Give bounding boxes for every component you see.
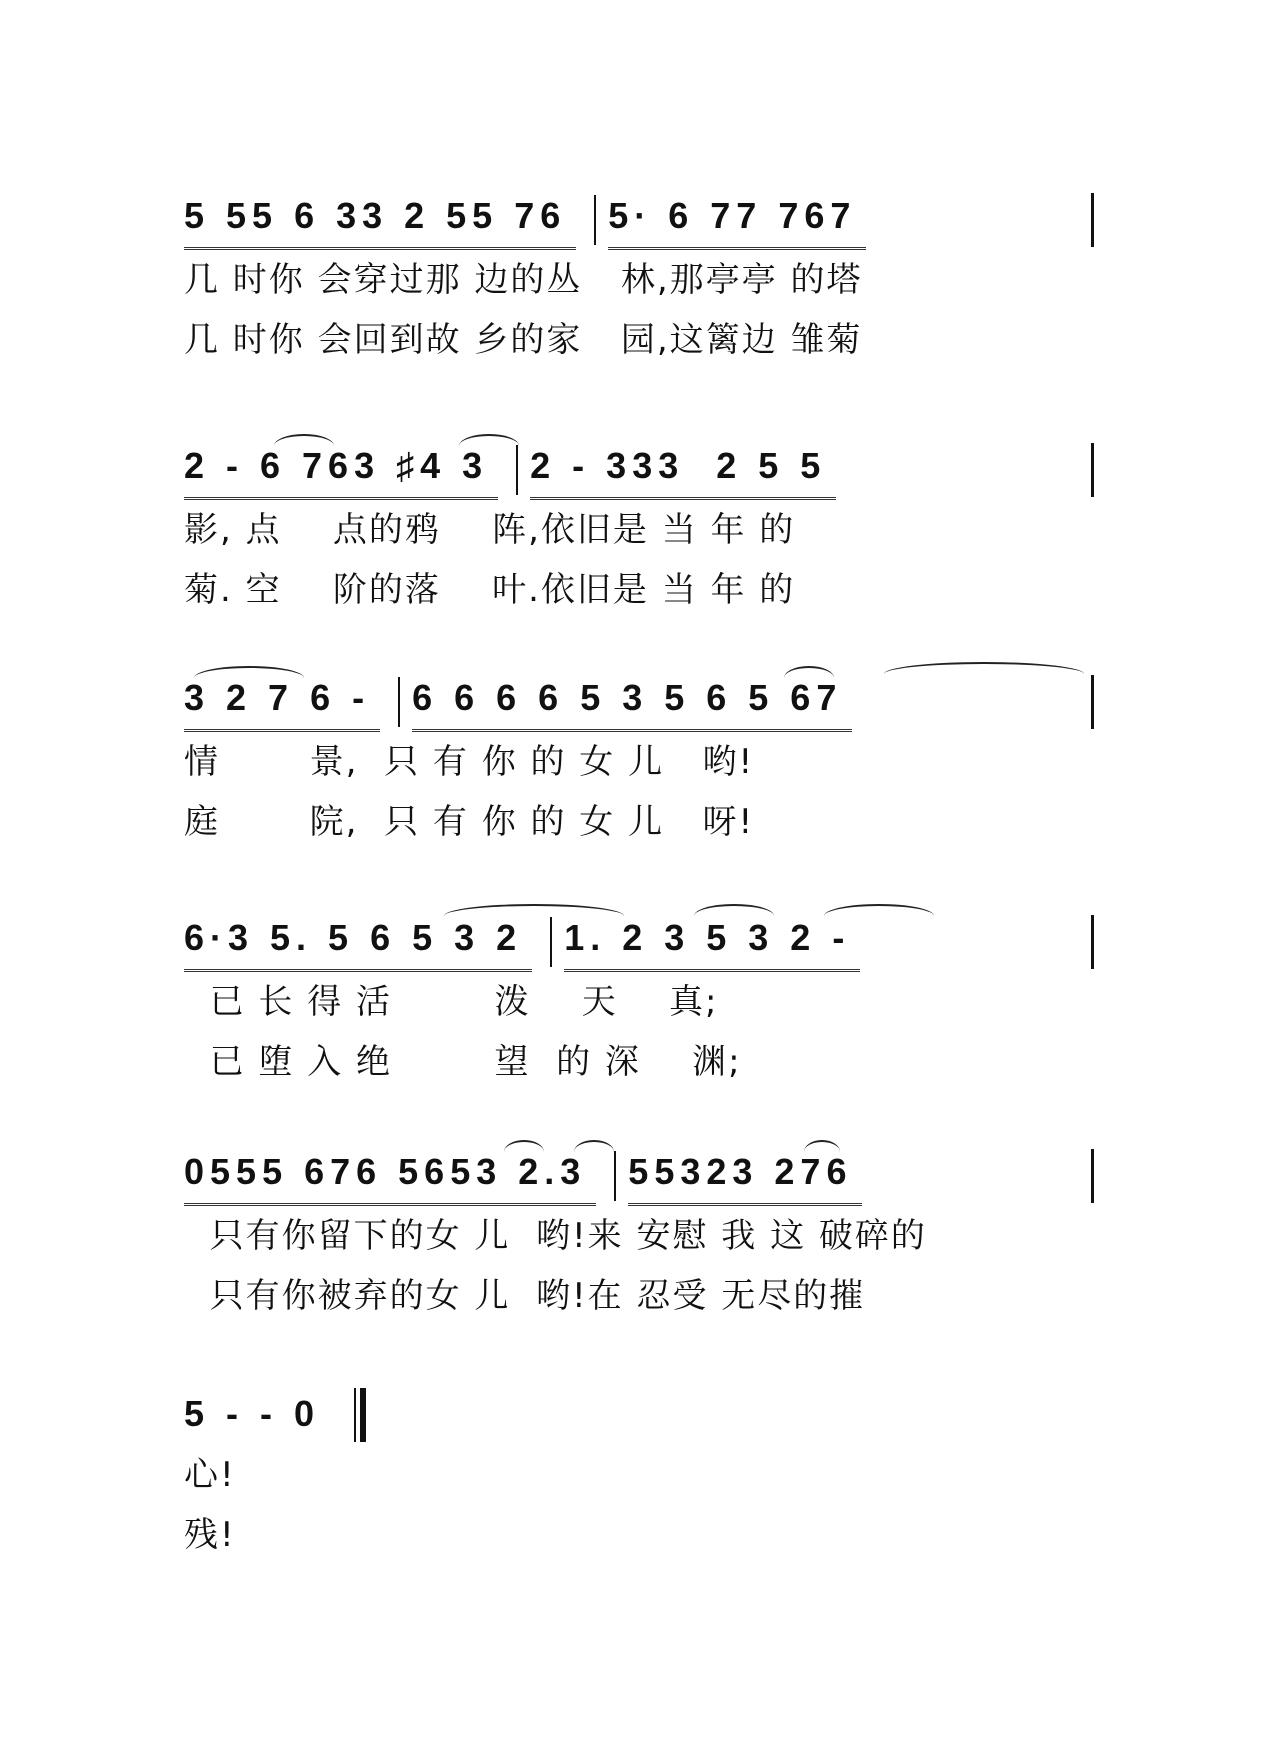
notation-row (184, 440, 1094, 500)
lyric-verse-1: 几 时你 会穿过那 边的丛 林,那亭亭 的塔 (184, 260, 863, 300)
bar-line (594, 195, 596, 245)
measure: 55323 276 (628, 1151, 862, 1206)
measure: 6·3 5. 5 6 5 3 2 (184, 917, 532, 972)
lyric-verse-2: 已 堕 入 绝 望 的 深 渊; (184, 1042, 742, 1082)
lyric-verse-2: 菊. 空 阶的落 叶.依旧是 当 年 的 (184, 570, 796, 610)
bar-line (1091, 675, 1094, 729)
notation-row (184, 1385, 444, 1445)
lyric-verse-1: 情 景, 只 有 你 的 女 儿 哟! (184, 742, 755, 782)
bar-line (1091, 1149, 1094, 1203)
score-system-2 (184, 440, 1094, 620)
lyric-verse-1: 心! (184, 1455, 236, 1495)
score-system-1 (184, 190, 1094, 370)
notation-row (184, 672, 1094, 732)
notation-row (184, 1146, 1094, 1206)
bar-line (1091, 443, 1094, 497)
lyric-verse-1: 影, 点 点的鸦 阵,依旧是 当 年 的 (184, 510, 796, 550)
score-system-3 (184, 672, 1094, 852)
score-system-6 (184, 1385, 444, 1565)
bar-line (516, 445, 518, 495)
lyric-verse-2: 庭 院, 只 有 你 的 女 儿 呀! (184, 802, 755, 842)
notation-row (184, 912, 1094, 972)
bar-line (398, 677, 400, 727)
measure: 5· 6 77 767 (608, 195, 866, 250)
lyric-verse-2: 几 时你 会回到故 乡的家 园,这篱边 雏菊 (184, 320, 863, 360)
measure: 0555 676 5653 2.3 (184, 1151, 596, 1206)
measure: 6 6 6 6 5 3 5 6 5 67 (412, 677, 852, 732)
measure: 5 - - 0 (184, 1393, 321, 1434)
measure: 3 2 7 6 - (184, 677, 380, 732)
measure: 2 - 333 2 5 5 (530, 445, 836, 500)
bar-line (550, 917, 552, 967)
bar-line (614, 1151, 616, 1201)
measure: 1. 2 3 5 3 2 - (564, 917, 860, 972)
lyric-verse-2: 只有你被弃的女 儿 哟!在 忍受 无尽的摧 (184, 1276, 866, 1316)
lyric-verse-1: 只有你留下的女 儿 哟!来 安慰 我 这 破碎的 (184, 1216, 927, 1256)
final-bar-line (354, 1388, 366, 1442)
lyric-verse-2: 残! (184, 1515, 236, 1555)
bar-line (1091, 193, 1094, 247)
lyric-verse-1: 已 长 得 活 泼 天 真; (184, 982, 719, 1022)
score-system-4 (184, 912, 1094, 1092)
measure: 5 55 6 33 2 55 76 (184, 195, 576, 250)
notation-row (184, 190, 1094, 250)
bar-line (1091, 915, 1094, 969)
measure: 2 - 6 763 ♯4 3 (184, 445, 498, 500)
score-system-5 (184, 1146, 1094, 1326)
